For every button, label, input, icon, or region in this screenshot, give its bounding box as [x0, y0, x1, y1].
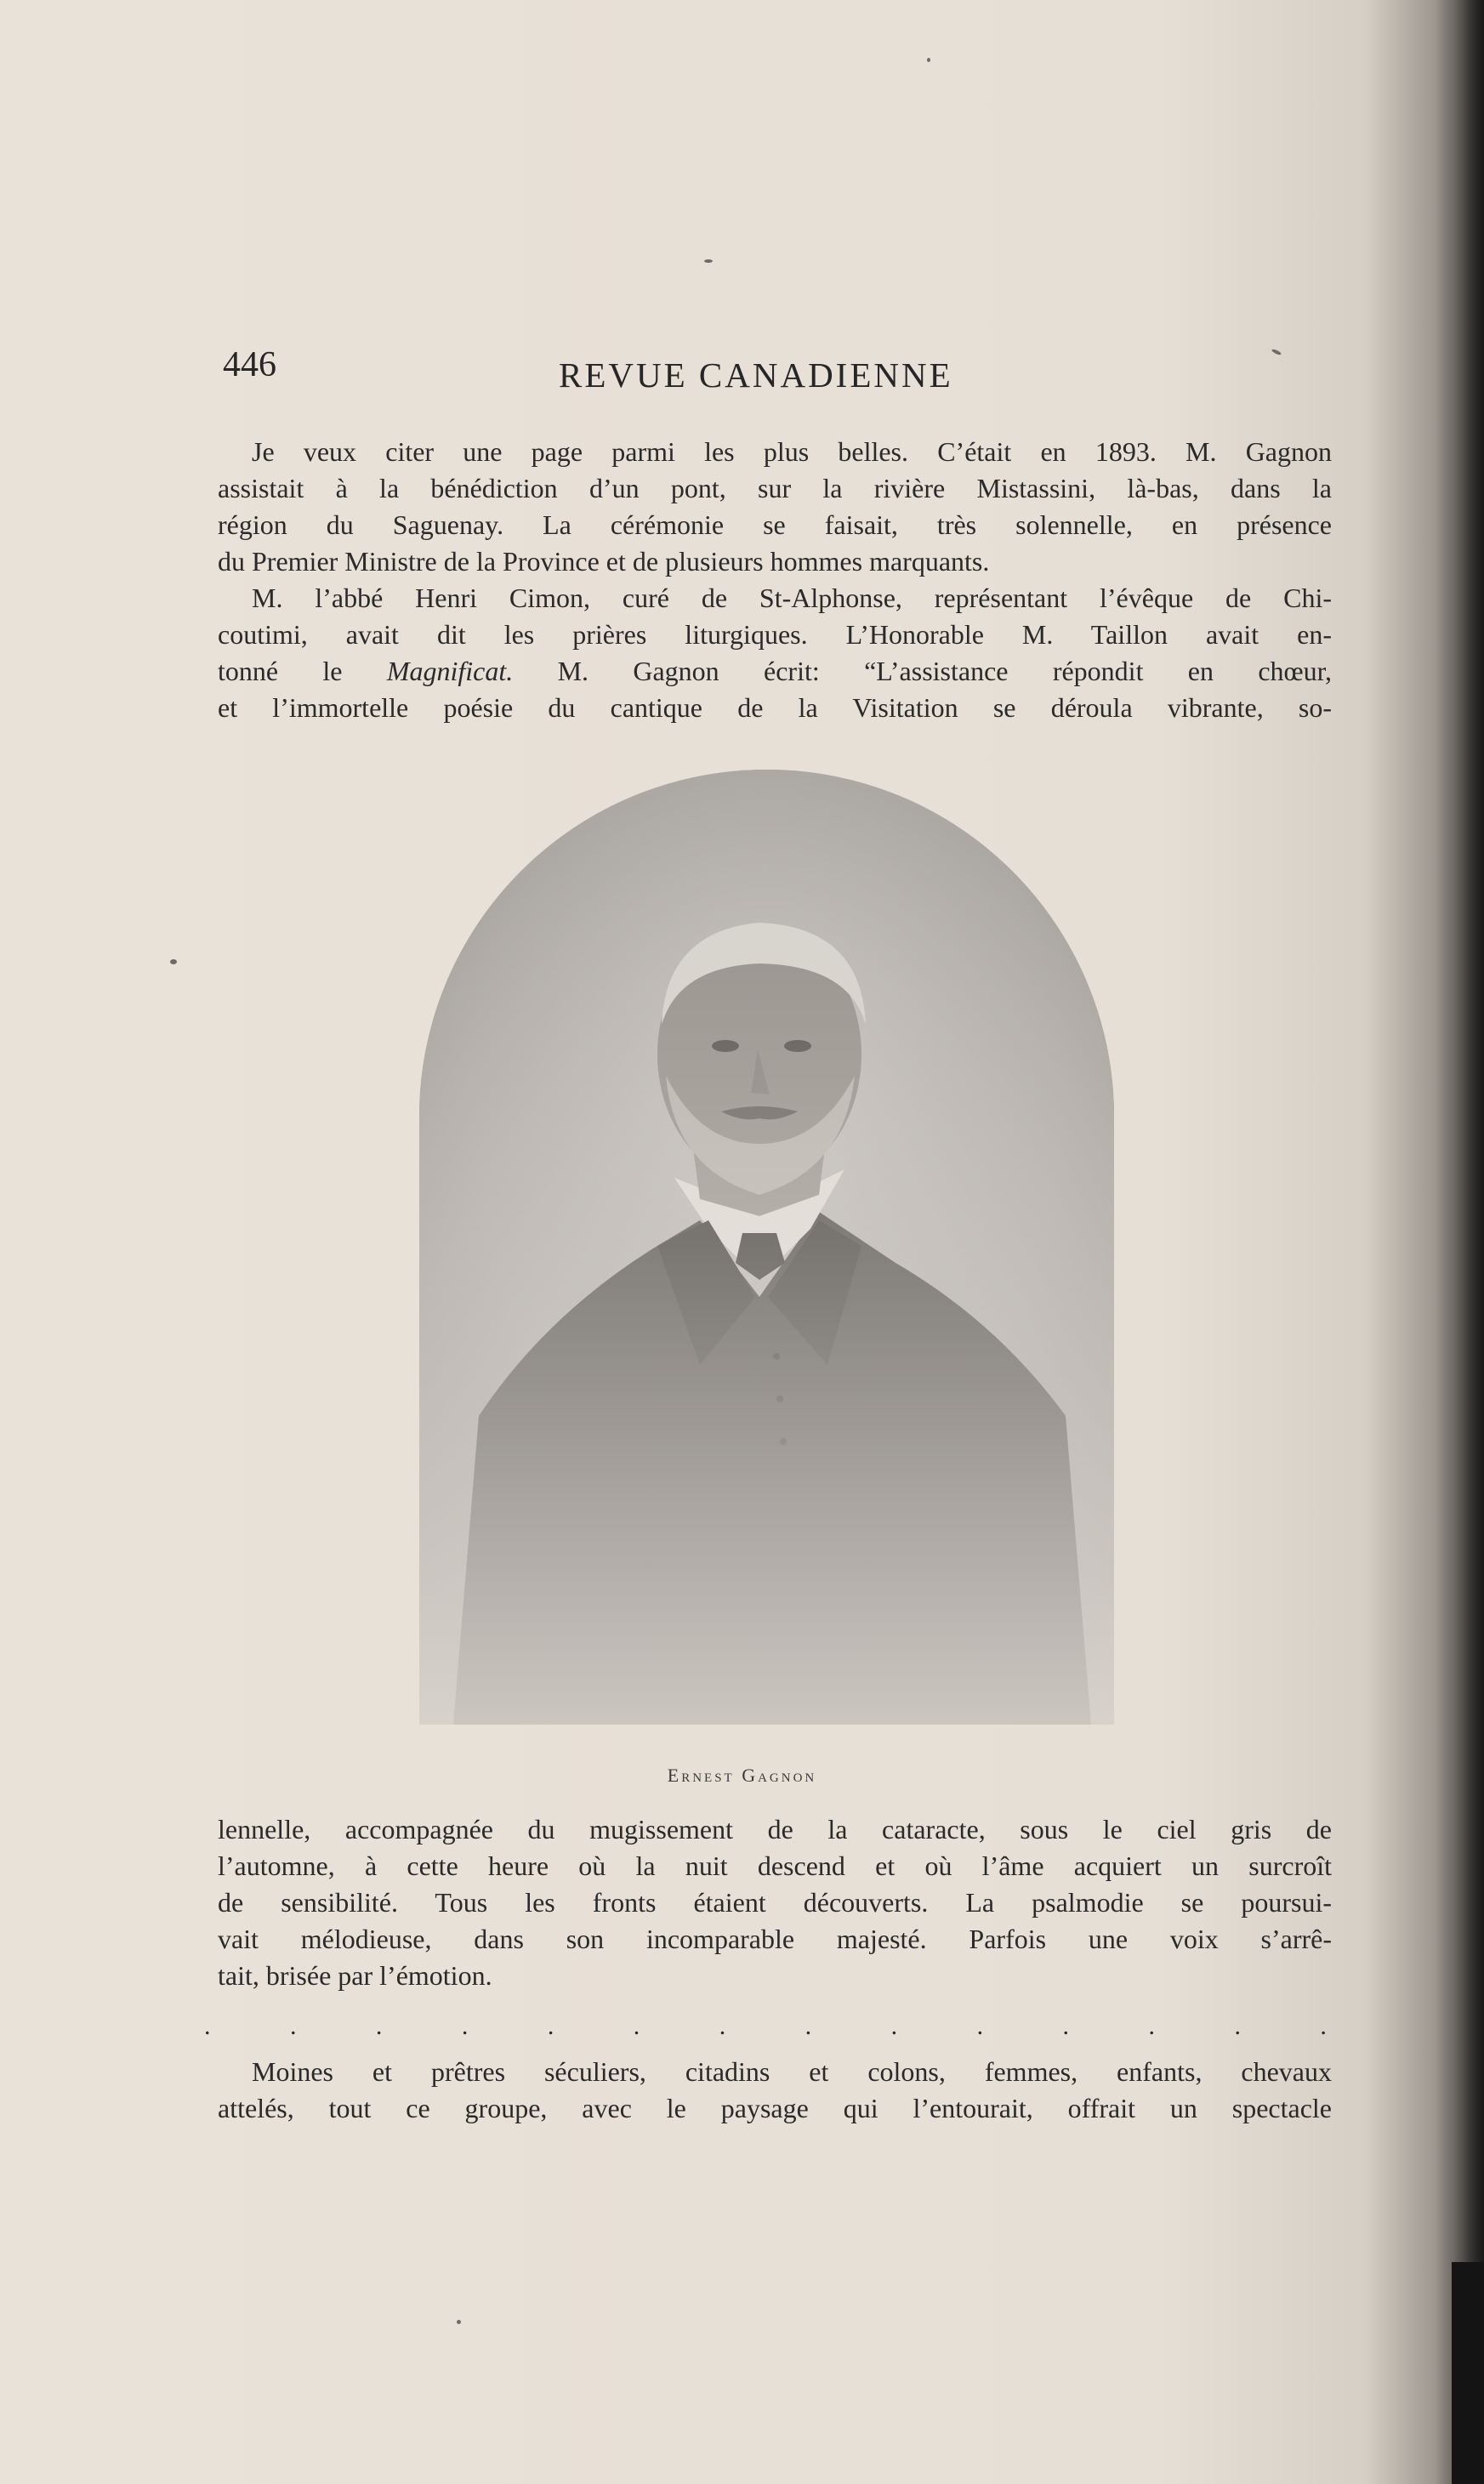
book-spine-shadow — [1435, 0, 1484, 2484]
text-line: coutimi, avait dit les prières liturgiques. L’Honorable M. Taillon avait en- — [218, 619, 1332, 650]
text-line: M. l’abbé Henri Cimon, curé de St-Alphonse, représentant l’évêque de Chi- — [252, 583, 1332, 613]
ellipsis-row — [204, 2012, 1327, 2040]
photo-caption — [0, 1765, 1484, 1787]
portrait-illustration — [419, 770, 1114, 1725]
text-line: vait mélodieuse, dans son incomparable majesté. Parfois une voix s’arrê- — [218, 1924, 1332, 1954]
text-line: de sensibilité. Tous les fronts étaient découverts. La psalmodie se poursui- — [218, 1887, 1332, 1918]
ellipsis-dot: . — [633, 2012, 640, 2040]
book-cover-edge — [1452, 2262, 1484, 2484]
ellipsis-dot: . — [976, 2012, 984, 2040]
paper-speck — [457, 2320, 461, 2324]
ellipsis-dot: . — [289, 2012, 297, 2040]
paper-speck — [927, 58, 930, 62]
text-line: l’automne, à cette heure où la nuit descend et où l’âme acquiert un surcroît — [218, 1850, 1332, 1881]
text-line-magnificat — [218, 653, 1332, 690]
ellipsis-dot: . — [719, 2012, 726, 2040]
text-line: lennelle, accompagnée du mugissement de la cataracte, sous le ciel gris de — [218, 1814, 1332, 1845]
text-line: attelés, tout ce groupe, avec le paysage qui l’entourait, offrait un spectacle — [218, 2093, 1332, 2123]
paper-speck — [170, 959, 177, 964]
ellipsis-dot: . — [1062, 2012, 1070, 2040]
page-header — [223, 344, 1337, 395]
paper-speck — [704, 259, 713, 263]
text-fragment: tonné le — [218, 656, 387, 686]
text-line: du Premier Ministre de la Province et de plusieurs hommes marquants. — [218, 546, 990, 577]
ellipsis-dot: . — [1148, 2012, 1155, 2040]
body-text-top — [218, 434, 1332, 726]
text-line: assistait à la bénédiction d’un pont, sur la rivière Mistassini, là-bas, dans la — [218, 473, 1332, 503]
ellipsis-dot: . — [1234, 2012, 1241, 2040]
ellipsis-dot: . — [204, 2012, 211, 2040]
ellipsis-dot: . — [375, 2012, 383, 2040]
caption-text: Ernest Gagnon — [667, 1765, 817, 1786]
ellipsis-dot: . — [890, 2012, 898, 2040]
ellipsis-dot: . — [805, 2012, 812, 2040]
text-line: Je veux citer une page parmi les plus belles. C’était en 1893. M. Gagnon — [252, 436, 1332, 467]
page-number: 446 — [223, 345, 276, 384]
running-head: REVUE CANADIENNE — [559, 355, 953, 395]
body-text-middle — [218, 1811, 1332, 1994]
body-text-bottom — [218, 2054, 1332, 2127]
portrait-photo — [419, 770, 1114, 1725]
italic-title: Magnificat. — [386, 656, 514, 686]
text-line: Moines et prêtres séculiers, citadins et colons, femmes, enfants, chevaux — [252, 2056, 1332, 2087]
text-line: tait, brisée par l’émotion. — [218, 1960, 492, 1991]
ellipsis-dot: . — [461, 2012, 469, 2040]
text-line: région du Saguenay. La cérémonie se faisait, très solennelle, en présence — [218, 509, 1332, 540]
ellipsis-dot: . — [547, 2012, 554, 2040]
ellipsis-dot: . — [1320, 2012, 1327, 2040]
text-fragment: M. Gagnon écrit: “L’assistance répondit en chœur, — [513, 656, 1333, 686]
text-line: et l’immortelle poésie du cantique de la Visitation se déroula vibrante, so- — [218, 692, 1332, 723]
